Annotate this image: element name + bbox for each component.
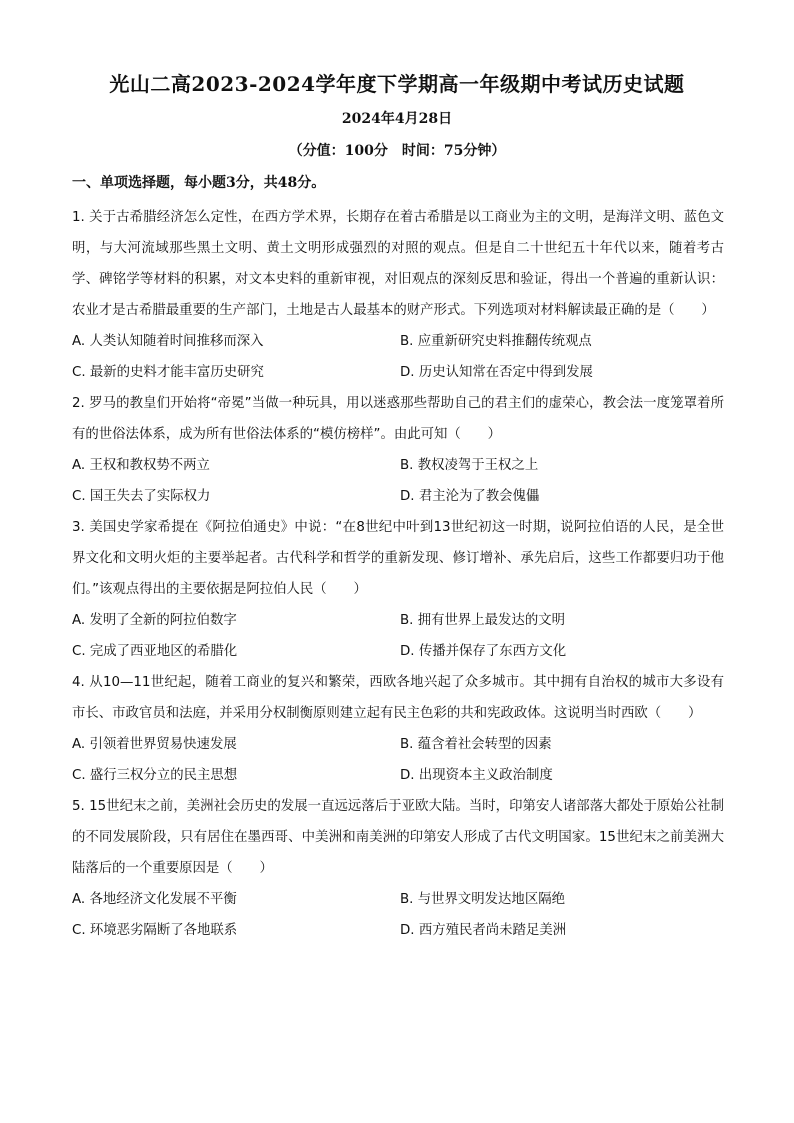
option-a: A. 王权和教权势不两立	[72, 458, 210, 473]
option-c: C. 最新的史料才能丰富历史研究	[72, 365, 264, 380]
options	[72, 729, 724, 791]
option-b: B. 教权凌驾于王权之上	[400, 458, 539, 473]
options	[72, 450, 724, 512]
option-a: A. 人类认知随着时间推移而深入	[72, 334, 264, 349]
option-d: D. 出现资本主义政治制度	[400, 768, 553, 783]
question-stem: 3. 美国史学家希提在《阿拉伯通史》中说：“在8世纪中叶到13世纪初这一时期，说阿拉伯语的人民，是全世界文化和文明火炬的主要举起者。古代科学和哲学的重新发现、修订增补、承先启后，这些工作都要归功于他们。”该观点得出的主要依据是阿拉伯人民（ ）	[72, 520, 724, 597]
option-c: C. 国王失去了实际权力	[72, 489, 211, 504]
question-5	[72, 791, 724, 946]
question-3	[72, 512, 724, 667]
score-info: （分值：100分 时间：75分钟）	[288, 143, 506, 159]
option-c: C. 完成了西亚地区的希腊化	[72, 644, 238, 659]
option-d: D. 君主沦为了教会傀儡	[400, 489, 540, 504]
question-stem: 1. 关于古希腊经济怎么定性，在西方学术界，长期存在着古希腊是以工商业为主的文明，是海洋文明、蓝色文明，与大河流域那些黑土文明、黄土文明形成强烈的对照的观点。但是自二十世纪五十年代以来，随着考古学、碑铭学等材料的积累，对文本史料的重新审视，对旧观点的深刻反思和验证，得出一个普遍的重新认识：农业才是古希腊最重要的生产部门，土地是古人最基本的财产形式。下列选项对材料解读最正确的是（ ）	[72, 210, 724, 318]
options	[72, 605, 724, 667]
question-1	[72, 202, 724, 388]
option-b: B. 拥有世界上最发达的文明	[400, 613, 565, 628]
question-2	[72, 388, 724, 512]
option-b: B. 应重新研究史料推翻传统观点	[400, 334, 592, 349]
option-a: A. 引领着世界贸易快速发展	[72, 737, 237, 752]
exam-date: 2024年4月28日	[341, 111, 453, 127]
question-stem: 2. 罗马的教皇们开始将“帝冕”当做一种玩具，用以迷惑那些帮助自己的君主们的虚荣心，教会法一度笼罩着所有的世俗法体系，成为所有世俗法体系的“模仿榜样”。由此可知（ ）	[72, 396, 724, 442]
options	[72, 884, 724, 946]
option-c: C. 环境恶劣隔断了各地联系	[72, 923, 238, 938]
section-title: 一、单项选择题，每小题3分，共48分。	[72, 175, 326, 191]
option-c: C. 盛行三权分立的民主思想	[72, 768, 238, 783]
option-d: D. 传播并保存了东西方文化	[400, 644, 567, 659]
option-a: A. 各地经济文化发展不平衡	[72, 892, 237, 907]
options	[72, 326, 724, 388]
question-stem: 4. 从10—11世纪起，随着工商业的复兴和繁荣，西欧各地兴起了众多城市。其中拥有自治权的城市大多设有市长、市政官员和法庭，并采用分权制衡原则建立起有民主色彩的共和宪政政体。这说明当时西欧（ ）	[72, 675, 724, 721]
question-stem: 5. 15世纪末之前，美洲社会历史的发展一直远远落后于亚欧大陆。当时，印第安人诸部落大都处于原始公社制的不同发展阶段，只有居住在墨西哥、中美洲和南美洲的印第安人形成了古代文明国家。15世纪末之前美洲大陆落后的一个重要原因是（ ）	[72, 799, 724, 876]
option-b: B. 与世界文明发达地区隔绝	[400, 892, 565, 907]
question-list	[72, 202, 724, 946]
question-4	[72, 667, 724, 791]
option-b: B. 蕴含着社会转型的因素	[400, 737, 552, 752]
option-d: D. 西方殖民者尚未踏足美洲	[400, 923, 567, 938]
option-d: D. 历史认知常在否定中得到发展	[400, 365, 593, 380]
page-title: 光山二高2023-2024学年度下学期高一年级期中考试历史试题	[109, 72, 685, 96]
option-a: A. 发明了全新的阿拉伯数字	[72, 613, 237, 628]
